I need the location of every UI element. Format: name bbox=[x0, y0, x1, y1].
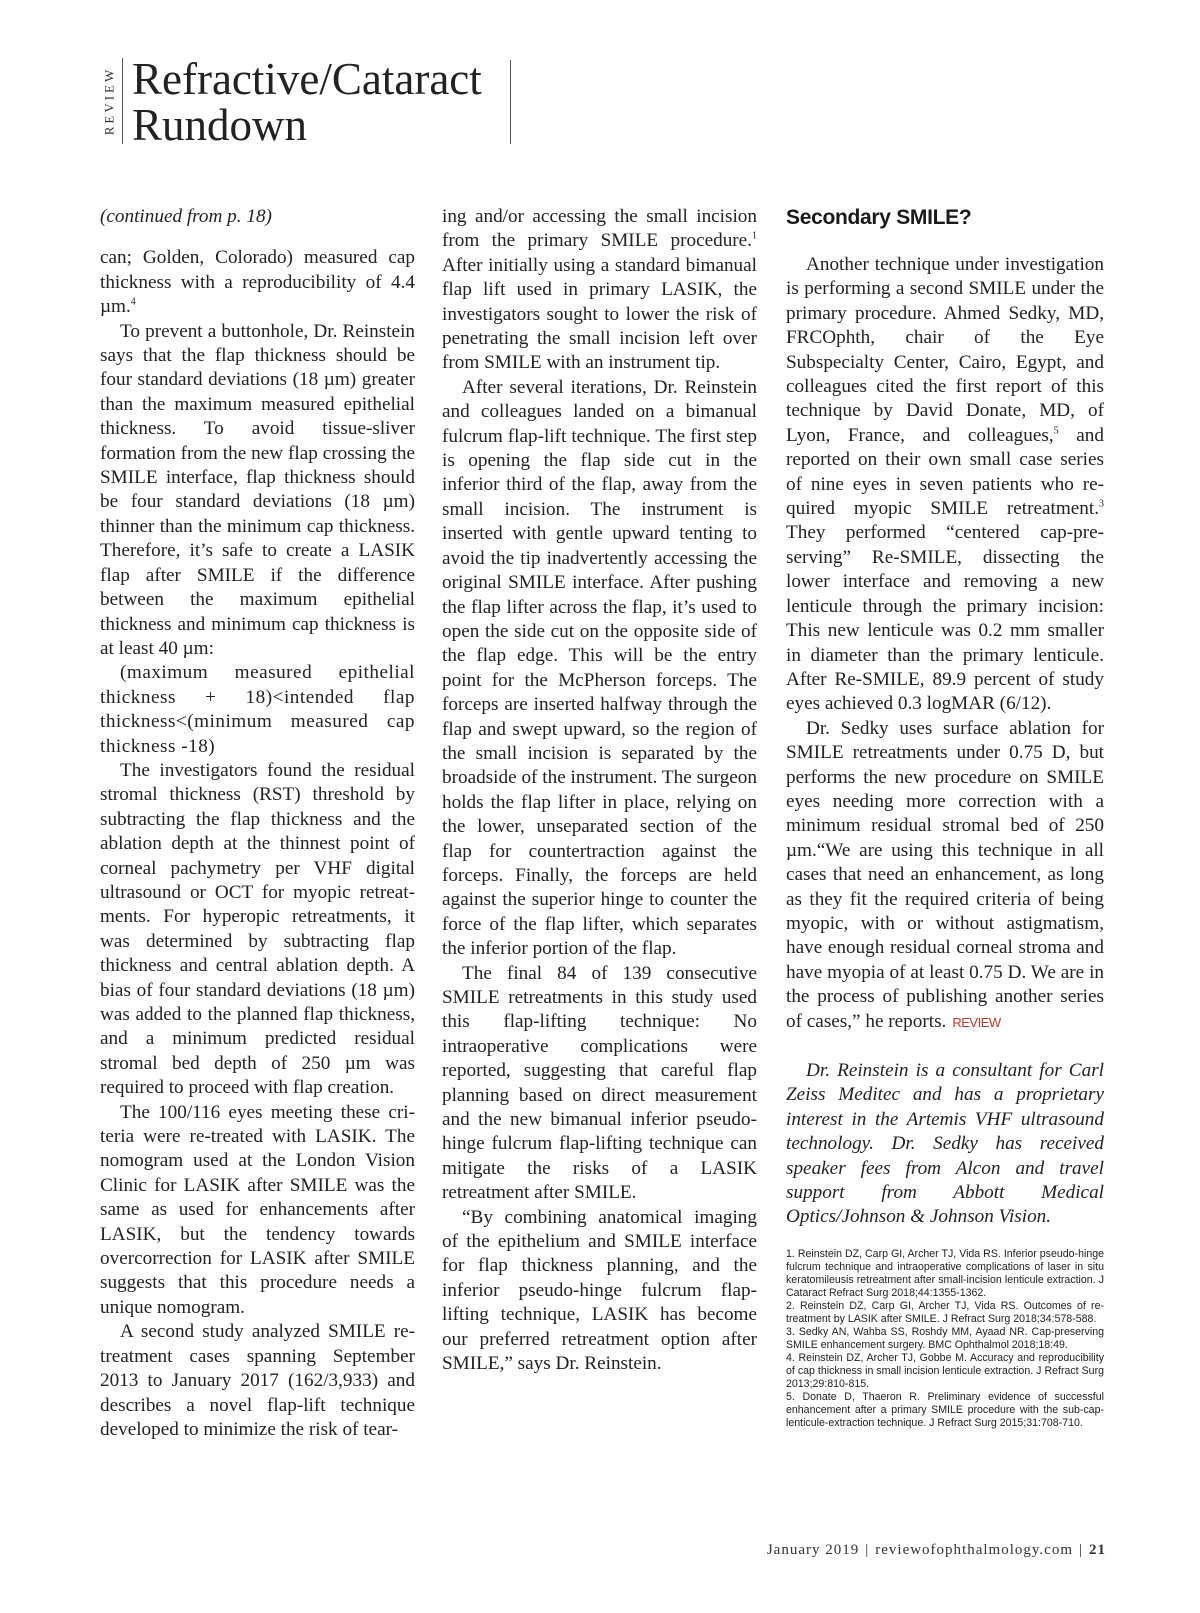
paragraph: The investigators found the residual stromal thickness (RST) threshold by subtracting the flap thickness and the ablation depth at the thinnest point of corneal pachymetry per VHF digital ultrasound or OCT for myopic retreatments. For hyperopic retreatments, it was determined by subtracting flap thickness and central ablation depth. A bias of four standard deviations (18 µm) was added to the planned flap thickness, and a minimum predicted residual stromal bed depth of 250 µm was required to proceed with flap creation. bbox=[100, 759, 415, 1099]
paragraph: Dr. Sedky uses surface ablation for SMILE retreatments under 0.75 D, but performs the new procedure on SMILE eyes needing more correction with a minimum residual stromal bed of 250 µm.“We are using this technique in all cases that need an enhancement, as long as they fit the required criteria of being myopic, with or without astigmatism, have enough residual corneal stroma and have myopia of at least 0.75 D. We are in the process of publishing another series of cases,” he reports. REVIEW bbox=[786, 717, 1104, 1032]
header-divider-right bbox=[510, 60, 511, 144]
title-line-1: Refractive/Cataract bbox=[132, 54, 482, 104]
formula: (maximum measured epithelial thickness + 18)<intended flap thickness<(minimum measured cap thickness -18) bbox=[100, 662, 415, 757]
issue-date: January 2019 bbox=[766, 1542, 860, 1558]
reference-item: 4. Reinstein DZ, Archer TJ, Gobbe M. Accuracy and reproducibility of cap thickness in small incision lenticule extraction. J Refract Surg 2013;29:810-815. bbox=[786, 1351, 1104, 1390]
reference-item: 3. Sedky AN, Wahba SS, Roshdy MM, Ayaad NR. Cap-preserving SMILE enhancement surgery. BMC Ophthalmol 2018;18:49. bbox=[786, 1325, 1104, 1351]
paragraph: ing and/or accessing the small incision from the primary SMILE procedure.$^1$ After initially using a standard bimanual flap lift used in primary LASIK, the investigators sought to lower the risk of penetrating the small incision left over from SMILE with an instrument tip. bbox=[442, 206, 757, 374]
paragraph: can; Golden, Colorado) measured cap thickness with a reproducibility of 4.4 µm.$^4$ bbox=[100, 247, 415, 318]
paragraph: Another technique under investigation is performing a second SMILE under the primary procedure. Ahmed Sedky, MD, FRCOphth, chair of the Eye Subspecialty Center, Cairo, Egypt, and colleagues cited the first report of this technique by David Donate, MD, of Lyon, France, and colleagues,$^5$ and reported on their own small case series of nine eyes in seven patients who required myopic SMILE retreatment.$^3$ They performed “centered cap-preserving” Re-SMILE, dissecting the lower interface and removing a new lenticule through the primary incision: This new lenticule was 0.2 mm smaller in diameter than the primary lenticule. After Re-SMILE, 89.9 percent of study eyes achieved 0.3 logMAR (6/12). bbox=[786, 254, 1104, 715]
header-divider-left bbox=[122, 58, 123, 144]
section-label: REVIEW bbox=[101, 66, 117, 136]
paragraph: A second study analyzed SMILE retreatment cases spanning September 2013 to January 2017 (162/3,933) and describes a novel flap-lift technique developed to minimize the risk of tear- bbox=[100, 1321, 415, 1440]
reference-item: 1. Reinstein DZ, Carp GI, Archer TJ, Vida RS. Inferior pseudo-hinge fulcrum technique and intraoperative complications of laser in situ keratomileusis retreatment after small-incision lenticule extraction. J Cataract Refract Surg 2018;44:1355-1362. bbox=[786, 1247, 1104, 1299]
references-list bbox=[786, 1248, 1104, 1430]
paragraph: The final 84 of 139 consecutive SMILE retreatments in this study used this flap-lifting technique: No intraoperative complications were reported, suggesting that careful flap planning based on direct measurement and the new bimanual inferior pseudo-hinge fulcrum flap-lifting technique can mitigate the risks of a LASIK retreatment after SMILE. bbox=[442, 962, 757, 1204]
column-2 bbox=[442, 205, 757, 1377]
quote-paragraph: “By combining anatomical imaging of the epithelium and SMILE interface for flap thickness planning, and the inferior pseudo-hinge fulcrum flap-lifting technique, LASIK has become our preferred retreatment option after SMILE,” says Dr. Reinstein. bbox=[442, 1206, 757, 1375]
disclosure-statement: Dr. Reinstein is a consultant for Carl Zeiss Meditec and has a proprietary interest in the Artemis VHF ultrasound technology. Dr. Sedky has received speaker fees from Alcon and travel support from Abbott Medical Optics/Johnson & Johnson Vision. bbox=[786, 1060, 1104, 1228]
end-mark-logo: REVIEW bbox=[952, 1014, 1001, 1030]
continued-note: (continued from p. 18) bbox=[100, 206, 272, 227]
page-number: 21 bbox=[1089, 1542, 1106, 1558]
footer-separator: | bbox=[1078, 1542, 1083, 1558]
paragraph: The 100/116 eyes meeting these criteria were re-treated with LASIK. The nomogram used at the London Vision Clinic for LASIK after SMILE was the same as used for enhancements after LASIK, but the tendency towards overcorrection for LASIK after SMILE suggests that this procedure needs a unique nomogram. bbox=[100, 1101, 415, 1318]
column-1 bbox=[100, 205, 415, 1442]
website-link[interactable]: reviewofophthalmology.com bbox=[875, 1542, 1073, 1558]
page-title bbox=[132, 56, 482, 148]
footer-separator: | bbox=[865, 1542, 870, 1558]
paragraph: To prevent a buttonhole, Dr. Reinstein says that the flap thickness should be four standard deviations (18 µm) greater than the maximum measured epithelial thickness. To avoid tissue-sliver formation from the new flap crossing the SMILE interface, flap thickness should be four standard deviations (18 µm) thinner than the minimum cap thickness. Therefore, it’s safe to create a LASIK flap after SMILE if the difference between the maximum epithelial thickness and minimum cap thickness is at least 40 µm: bbox=[100, 320, 415, 659]
title-line-2: Rundown bbox=[132, 100, 308, 150]
reference-item: 2. Reinstein DZ, Carp GI, Archer TJ, Vida RS. Outcomes of retreatment by LASIK after SMILE. J Refract Surg 2018;34:578-588. bbox=[786, 1299, 1104, 1325]
column-3 bbox=[786, 205, 1104, 1430]
section-subhead: Secondary SMILE? bbox=[786, 206, 972, 229]
paragraph: After several iterations, Dr. Reinstein and colleagues landed on a bimanual fulcrum flap-lift technique. The first step is opening the flap side cut in the inferior third of the flap, away from the small incision. The instrument is inserted with gentle upward tenting to avoid the tip inadvertently accessing the original SMILE interface. After pushing the flap lifter across the flap, it’s used to open the side cut on the opposite side of the flap edge. This will be the entry point for the McPherson forceps. The forceps are inserted halfway through the flap and swept upward, so the region of the small incision is separated by the broadside of the instrument. The surgeon holds the flap lifter in place, relying on the lower, unseparated section of the flap for countertraction against the forceps. Finally, the forceps are held against the superior hinge to counter the force of the flap lifter, which separates the inferior portion of the flap. bbox=[442, 376, 757, 960]
page-footer bbox=[660, 1542, 1106, 1559]
reference-item: 5. Donate D, Thaeron R. Preliminary evidence of successful enhancement after a primary SMILE procedure with the sub-cap-lenticule-extraction technique. J Refract Surg 2015;31:708-710. bbox=[786, 1390, 1104, 1429]
